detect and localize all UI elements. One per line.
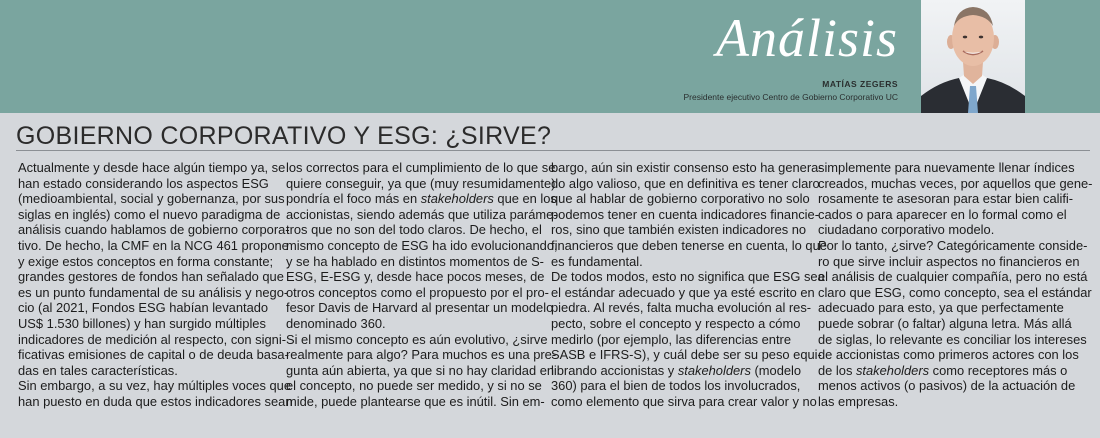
article-text-line: 360) para el bien de todos los involucrados, xyxy=(551,378,801,394)
article-text-line: las empresas. xyxy=(818,393,899,409)
article-text-line: los correctos para el cumplimiento de lo que se xyxy=(286,160,556,175)
article-column-4 xyxy=(818,160,1093,410)
article-text-line: medirlo (por ejemplo, las diferencias entre xyxy=(551,331,792,347)
article-text-line: do algo valioso, que en definitiva es tener claro xyxy=(551,175,820,191)
article-text-line: Si el mismo concepto es aún evolutivo, ¿sirve xyxy=(286,331,548,347)
article-text-line: es un punto fundamental de su análisis y nego- xyxy=(18,284,289,300)
article-text-line: rosamente te asesoran para estar bien califi- xyxy=(818,191,1074,207)
article-text-line: (medioambiental, social y gobernanza, por sus xyxy=(18,191,285,207)
article-text-line: y se ha hablado en distintos momentos de S- xyxy=(286,253,544,269)
article-text-line: Actualmente y desde hace algún tiempo ya, se xyxy=(18,160,286,175)
article-text-line: como elemento que sirva para crear valor y no xyxy=(551,393,817,409)
article-text-line: han puesto en duda que estos indicadores sean xyxy=(18,393,293,409)
article-text-line: ciudadano corporativo modelo. xyxy=(818,222,995,238)
article-text-line: el análisis de cualquier compañía, pero no está xyxy=(818,269,1088,285)
article-text-line: de siglas, lo relevante es conciliar los intereses xyxy=(818,331,1087,347)
article-text-line: otros conceptos como el propuesto por el pro- xyxy=(286,284,549,300)
article-text-line: siglas en inglés) como el nuevo paradigma de xyxy=(18,206,281,222)
article-text-line: es fundamental. xyxy=(551,253,643,269)
article-text-line: bargo, aún sin existir consenso esto ha genera- xyxy=(551,160,823,175)
article-text-line: librando accionistas y stakeholders (modelo xyxy=(551,362,802,378)
article-text-line: cio (al 2021, Fondos ESG habían levantado xyxy=(18,300,269,316)
article-text-line: indicadores de medición al respecto, con signi- xyxy=(18,331,286,347)
article-text-line: fesor Davis de Harvard al presentar un modelo xyxy=(286,300,554,316)
article-text-line: han estado considerando los aspectos ESG xyxy=(18,175,269,191)
article-text-line: financieros que deben tenerse en cuenta, lo que xyxy=(551,237,827,253)
article-text-line: pecto, sobre el concepto y respecto a cómo xyxy=(551,315,801,331)
article-text-line: mismo concepto de ESG ha ido evolucionando, xyxy=(286,237,558,253)
article-text-line: de accionistas como primeros actores con los xyxy=(818,347,1079,363)
article-text-line: que al hablar de gobierno corporativo no solo xyxy=(551,191,810,207)
article-text-line: puede sobrar (o faltar) alguna letra. Más allá xyxy=(818,315,1072,331)
article-text-line: el concepto, no puede ser medido, y si no se xyxy=(286,378,542,394)
article-text-line: Por lo tanto, ¿sirve? Categóricamente conside- xyxy=(818,237,1088,253)
section-title: Análisis xyxy=(715,8,898,68)
article-text-line: ESG, E-ESG y, desde hace pocos meses, de xyxy=(286,269,545,285)
article-text-line: ro que sirve incluir aspectos no financieros en xyxy=(818,253,1080,269)
article-text-line: análisis cuando hablamos de gobierno corpora- xyxy=(18,222,290,238)
article-text-line: y exige estos conceptos en forma constante; xyxy=(18,253,274,269)
author-role: Presidente ejecutivo Centro de Gobierno Corporativo UC xyxy=(683,92,898,102)
article-text-line: tivo. De hecho, la CMF en la NCG 461 propone xyxy=(18,237,289,253)
article-text-line: simplemente para nuevamente llenar índices xyxy=(818,160,1075,175)
article-text-line: de los stakeholders como receptores más o xyxy=(818,362,1068,378)
article-text-line: denominado 360. xyxy=(286,315,386,331)
article-text-line: el estándar adecuado y que ya esté escrito en xyxy=(551,284,815,300)
article-text-line: ros, sino que también existen indicadores no xyxy=(551,222,807,238)
article-text-line: tros que no son del todo claros. De hecho, el xyxy=(286,222,542,238)
article-text-line: claro que ESG, como concepto, sea el estándar xyxy=(818,284,1092,300)
article-text-line: quiere conseguir, ya que (muy resumidamente) xyxy=(286,175,556,191)
title-divider xyxy=(16,150,1090,151)
article-column-2 xyxy=(286,160,558,410)
article-text-line: podemos tener en cuenta indicadores financie- xyxy=(551,206,820,222)
author-name: MATÍAS ZEGERS xyxy=(822,79,898,89)
article-text-line: piedra. Al revés, falta mucha evolución al res- xyxy=(551,300,812,316)
article-column-3 xyxy=(551,160,827,410)
article-text-line: mide, puede plantearse que es inútil. Sin em- xyxy=(286,393,545,409)
article-text-line: grandes gestores de fondos han señalado que xyxy=(18,269,284,285)
article-text-line: adecuado para esto, ya que perfectamente xyxy=(818,300,1064,316)
article-text-line: ficativas emisiones de capital o de deuda basa- xyxy=(18,347,289,363)
article-text-line: pondría el foco más en stakeholders que en los xyxy=(286,191,557,207)
article-text-line: accionistas, siendo además que utiliza paráme- xyxy=(286,206,558,222)
article-text-line: gunta aún abierta, ya que si no hay claridad en xyxy=(286,362,555,378)
author-portrait-image xyxy=(921,0,1025,113)
author-portrait xyxy=(921,0,1025,113)
article-text-line: Sin embargo, a su vez, hay múltiples voces que xyxy=(18,378,291,394)
article-text-line: cados o para aparecer en lo formal como el xyxy=(818,206,1067,222)
article-text-line: menos activos (o pasivos) de la actuación de xyxy=(818,378,1076,394)
article-text-line: das en tales características. xyxy=(18,362,178,378)
article-text-line: creados, muchas veces, por aquellos que gene- xyxy=(818,175,1093,191)
article-title: GOBIERNO CORPORATIVO Y ESG: ¿SIRVE? xyxy=(16,122,552,150)
section-header xyxy=(0,0,1100,113)
article-column-1 xyxy=(18,160,293,410)
article-text-line: realmente para algo? Para muchos es una pre- xyxy=(286,347,557,363)
article-text-line: De todos modos, esto no significa que ESG sea xyxy=(551,269,825,285)
article-text-line: US$ 1.530 billones) y han surgido múltiples xyxy=(18,315,266,331)
article-text-line: SASB e IFRS-S), y cuál debe ser su peso equi- xyxy=(551,347,822,363)
